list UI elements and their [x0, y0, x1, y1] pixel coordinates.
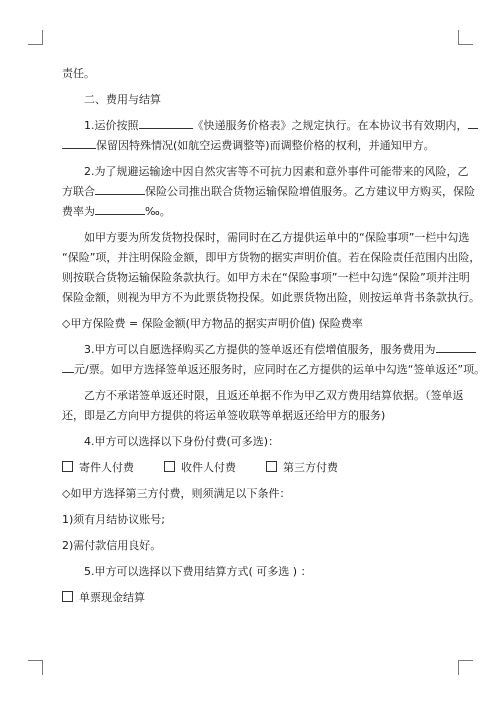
- third-party-conditions-intro: ◇如甲方选择第三方付费，则须满足以下条件：: [62, 487, 291, 500]
- blank-field: [436, 340, 476, 353]
- blank-field: [139, 116, 193, 129]
- blank-field: [62, 360, 74, 373]
- payer-options: [62, 458, 446, 478]
- checkbox[interactable]: [266, 461, 277, 472]
- crop-mark-top-left: [28, 30, 43, 45]
- blank-field: [62, 136, 96, 149]
- blank-field: [95, 182, 145, 195]
- condition-2: 2)需付款信用良好。: [62, 539, 162, 552]
- clause-4-payer: 4.甲方可以选择以下身份付费(可多选)：: [84, 435, 280, 448]
- section-heading-fees: 二、费用与结算: [84, 93, 161, 106]
- option-recipient-pays[interactable]: 收件人付费: [164, 458, 236, 478]
- insurance-fee-formula: ◇甲方保险费 = 保险金额(甲方物品的据实声明价值) 保险费率: [62, 317, 363, 330]
- checkbox[interactable]: [164, 461, 175, 472]
- crop-mark-bottom-left: [28, 660, 43, 675]
- paragraph-insurance-instructions: 如甲方要为所发货物投保时，需同时在乙方提供运单中的“保险事项”一栏中勾选 “保险”项，并注明保险金额，即甲方货物的据实声明价值。若在保险责任范围内出险， 则按联合货物运输保险条款执行。如甲方未在“保险事项”一栏中勾选“保险”项并注明 保险金额，则视为甲方不为此票货物投保。如此票货物出险，则按运单背书条款执行。: [62, 231, 481, 304]
- settlement-options: [62, 588, 446, 608]
- clause-1-pricing: 1.运价按照 《快递服务价格表》之规定执行。在本协议书有效期内， 保留因特殊情况(如航空运费调整等)而调整价格的权利，并通知甲方。: [62, 116, 446, 156]
- checkbox[interactable]: [62, 461, 73, 472]
- paragraph-receipt-note: 乙方不承诺签单返还时限，且返还单据不作为甲乙双方费用结算依据。（签单返 还，即是乙方向甲方提供的将运单签收联等单据返还给甲方的服务): [62, 389, 464, 422]
- document-body: [62, 64, 486, 614]
- checkbox[interactable]: [62, 591, 73, 602]
- option-third-party-pays[interactable]: 第三方付费: [266, 458, 338, 478]
- condition-1: 1)须有月结协议账号;: [62, 513, 165, 526]
- crop-mark-bottom-right: [458, 660, 473, 675]
- crop-mark-top-right: [458, 30, 473, 45]
- clause-2-insurance: 2.为了规避运输途中因自然灾害等不可抗力因素和意外事件可能带来的风险，乙 方联合 保险公司推出联合货物运输保险增值服务。乙方建议甲方购买，保险 费率为 ‰。: [62, 165, 475, 218]
- clause-5-settlement: 5.甲方可以选择以下费用结算方式( 可多选 ) ：: [84, 565, 312, 578]
- blank-field: [468, 116, 478, 129]
- clause-3-signed-receipt: 3.甲方可以自愿选择购买乙方提供的签单返还有偿增值服务，服务费用为 元/票。如甲方选择签单返还服务时，应同时在乙方提供的运单中勾选“签单返还”项。: [62, 340, 446, 380]
- option-cash-per-shipment[interactable]: 单票现金结算: [62, 588, 145, 608]
- blank-field: [95, 202, 145, 215]
- option-sender-pays[interactable]: 寄件人付费: [62, 458, 134, 478]
- paragraph-liability-end: 责任。: [62, 67, 95, 80]
